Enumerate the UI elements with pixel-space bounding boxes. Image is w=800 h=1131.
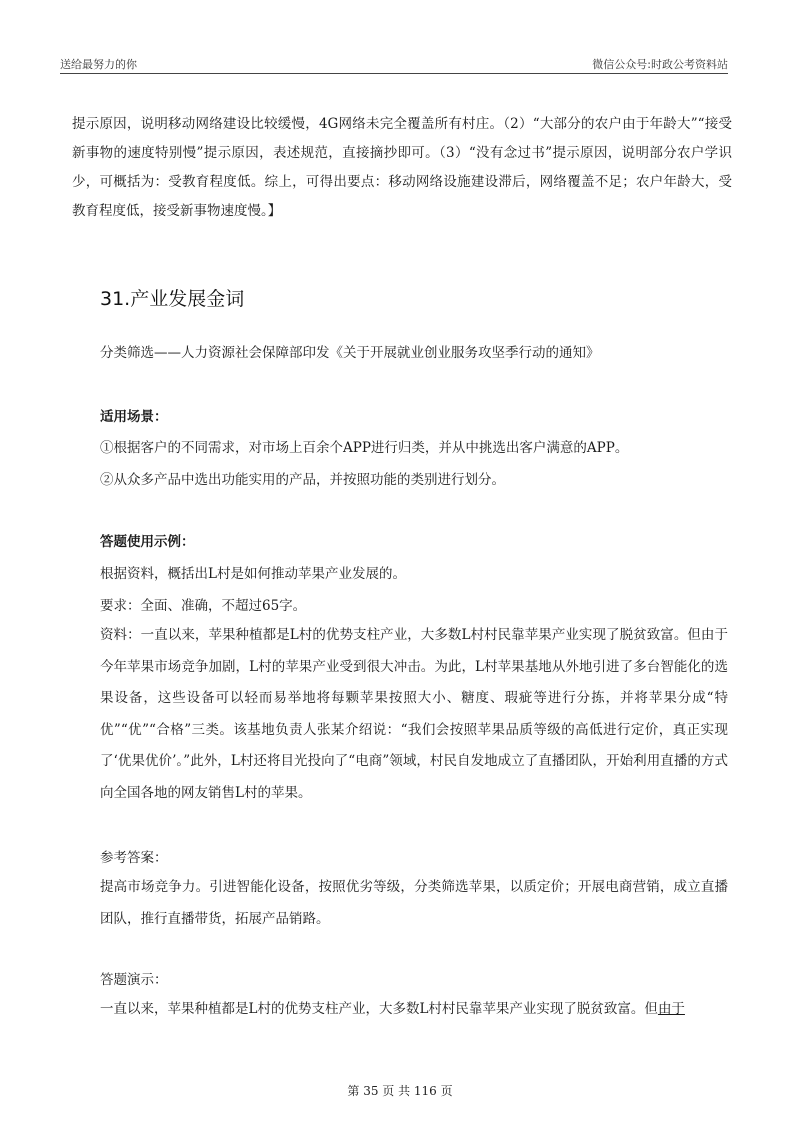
scenes-label: 适用场景： [100,409,168,425]
page-number: 第 35 页 共 116 页 [347,1084,453,1098]
header-wechat-account: 微信公众号:时政公考资料站 [592,58,728,71]
example-requirement: 要求：全面、准确，不超过65字。 [100,598,307,614]
demo-underlined-text: 由于 [657,1001,685,1017]
example-label: 答题使用示例： [100,534,195,550]
example-question: 根据资料，概括出L村是如何推动苹果产业发展的。 [100,566,406,582]
header-divider [60,73,728,74]
scene-item: ②从众多产品中选出功能实用的产品，并按照功能的类别进行划分。 [100,472,505,488]
reference-answer: 提高市场竞争力。引进智能化设备，按照优劣等级，分类筛选苹果，以质定价；开展电商营销，成立直播团队，推行直播带货，拓展产品销路。 [100,879,728,927]
section-subtitle: 分类筛选——人力资源社会保障部印发《关于开展就业创业服务攻坚季行动的通知》 [100,345,600,361]
demo-text [100,994,728,1026]
example-material: 资料：一直以来，苹果种植都是L村的优势支柱产业，大多数L村村民靠苹果产业实现了脱贫致富。但由于今年苹果市场竞争加剧，L村的苹果产业受到很大冲击。为此，L村苹果基地从外地引进了多台智能化的选果设备，这些设备可以轻而易举地将每颗苹果按照大小、糖度、瑕疵等进行分拣，并将苹果分成“特优”“优”“合格”三类。该基地负责人张某介绍说：“我们会按照苹果品质等级的高低进行定价，真正实现了‘优果优价’。”此外，L村还将目光投向了“电商”领域，村民自发地成立了直播团队，开始利用直播的方式向全国各地的网友销售L村的苹果。 [100,627,728,801]
reference-label: 参考答案： [100,850,168,866]
section-title: 31.产业发展金词 [100,288,245,310]
header-slogan: 送给最努力的你 [60,58,137,71]
demo-label: 答题演示： [100,972,168,988]
scene-item: ①根据客户的不同需求，对市场上百余个APP进行归类，并从中挑选出客户满意的APP。 [100,440,629,456]
intro-paragraph: 提示原因，说明移动网络建设比较缓慢，4G网络未完全覆盖所有村庄。（2）“大部分的农户由于年龄大”“接受新事物的速度特别慢”提示原因，表述规范，直接摘抄即可。（3）“没有念过书”提示原因，说明部分农户学识少，可概括为：受教育程度低。综上，可得出要点：移动网络设施建设滞后，网络覆盖不足；农户年龄大，受教育程度低，接受新事物速度慢。】 [72,115,732,219]
demo-text-body: 一直以来，苹果种植都是L村的优势支柱产业，大多数L村村民靠苹果产业实现了脱贫致富。但 [100,1001,658,1017]
page-header [60,54,728,72]
